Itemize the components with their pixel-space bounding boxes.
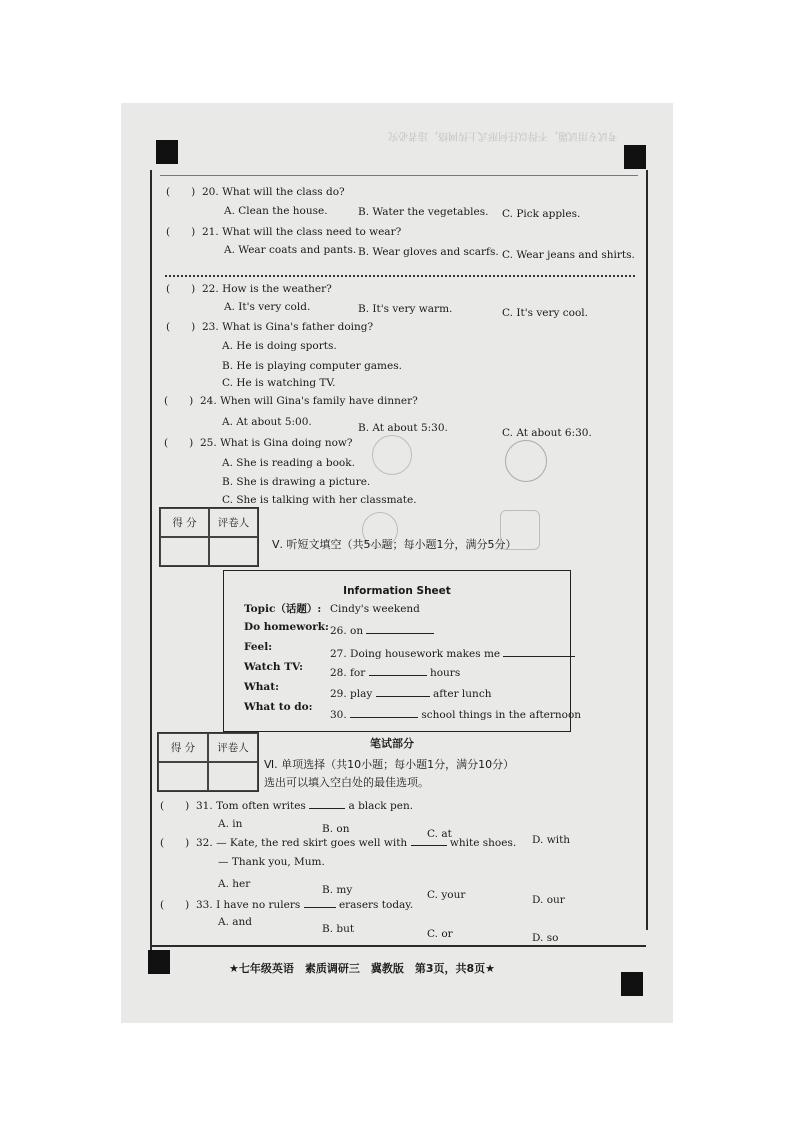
row-label: What to do: (244, 701, 313, 713)
row-value: 28. for hours (330, 667, 461, 679)
question-31: ( ) 31. Tom often writes a black pen. (160, 800, 414, 812)
score-cell[interactable] (158, 762, 208, 791)
option[interactable]: A. It's very cold. (224, 301, 311, 313)
info-sheet-title: Information Sheet (343, 585, 451, 597)
answer-blank-30[interactable] (350, 707, 418, 718)
option[interactable]: B. Wear gloves and scarfs. (358, 246, 499, 258)
row-label: Topic（话题）: (244, 603, 322, 615)
grader-label: 评卷人 (208, 733, 258, 762)
information-sheet (223, 570, 582, 732)
question-23: ( ) 23. What is Gina's father doing? (166, 321, 374, 333)
frame-line (646, 170, 648, 930)
soccer-ball-image (505, 440, 547, 482)
row-value: 29. play after lunch (330, 688, 492, 700)
option[interactable]: A. At about 5:00. (222, 416, 312, 428)
question-24: ( ) 24. When will Gina's family have dinner? (164, 395, 418, 407)
option[interactable]: B. on (322, 823, 350, 835)
option[interactable]: C. at (427, 828, 452, 840)
row-label: What: (244, 681, 279, 693)
option[interactable]: C. He is watching TV. (222, 377, 336, 389)
row-value: 30. school things in the afternoon (330, 709, 582, 721)
answer-blank[interactable] (309, 798, 345, 809)
option[interactable]: A. and (218, 916, 253, 928)
basketball-image (372, 435, 412, 475)
row-label: Watch TV: (244, 661, 303, 673)
registration-marker (156, 140, 178, 164)
option[interactable]: B. He is playing computer games. (222, 360, 402, 372)
option[interactable]: A. Clean the house. (224, 205, 328, 217)
section-v-title: Ⅴ. 听短文填空（共5小题；每小题1分，满分5分） (272, 538, 517, 551)
option[interactable]: A. Wear coats and pants. (224, 244, 357, 256)
answer-blank[interactable] (411, 835, 447, 846)
answer-blank[interactable] (304, 897, 336, 908)
section-vi-title: Ⅵ. 单项选择（共10小题；每小题1分，满分10分） (264, 758, 515, 771)
question-32-reply: — Thank you, Mum. (218, 856, 325, 868)
grader-label: 评卷人 (209, 508, 258, 537)
row-value: Cindy's weekend (330, 603, 420, 615)
option[interactable]: B. It's very warm. (358, 303, 453, 315)
question-25: ( ) 25. What is Gina doing now? (164, 437, 353, 449)
score-label: 得 分 (160, 508, 209, 537)
question-20: ( ) 20. What will the class do? (166, 186, 345, 198)
row-value: 27. Doing housework makes me (330, 646, 575, 660)
answer-blank-28[interactable] (369, 665, 427, 676)
option[interactable]: D. with (532, 834, 571, 846)
answer-blank-27[interactable] (503, 646, 575, 657)
option[interactable]: B. At about 5:30. (358, 422, 448, 434)
header-mirror: 考试专用试题，不得以任何形式上传网络，违者必究 (388, 130, 618, 141)
option[interactable]: A. her (218, 878, 251, 890)
row-label: Do homework: (244, 621, 329, 633)
dotted-divider (165, 275, 635, 277)
score-cell[interactable] (160, 537, 209, 566)
option[interactable]: C. It's very cool. (502, 307, 588, 319)
registration-marker (624, 145, 646, 169)
option[interactable]: D. our (532, 894, 565, 906)
answer-blank-26[interactable] (366, 623, 434, 634)
option[interactable]: D. so (532, 932, 559, 944)
page-footer: ★七年级英语 素质调研三 冀教版 第3页，共8页★ (228, 962, 496, 975)
option[interactable]: B. my (322, 884, 353, 896)
written-part-heading: 笔试部分 (370, 737, 414, 750)
option[interactable]: C. She is talking with her classmate. (222, 494, 417, 506)
option[interactable]: A. in (218, 818, 243, 830)
question-33: ( ) 33. I have no rulers erasers today. (160, 899, 414, 911)
option[interactable]: A. He is doing sports. (222, 340, 337, 352)
question-22: ( ) 22. How is the weather? (166, 283, 332, 295)
score-label: 得 分 (158, 733, 208, 762)
row-value: 26. on (330, 623, 434, 637)
option[interactable]: C. Pick apples. (502, 208, 581, 220)
grader-cell[interactable] (208, 762, 258, 791)
option[interactable]: C. or (427, 928, 453, 940)
score-box (159, 507, 259, 567)
frame-line (150, 945, 646, 947)
answer-blank-29[interactable] (376, 686, 430, 697)
option[interactable]: C. At about 6:30. (502, 427, 592, 439)
section-vi-instruction: 选出可以填入空白处的最佳选项。 (264, 776, 429, 789)
question-21: ( ) 21. What will the class need to wear? (166, 226, 402, 238)
option[interactable]: B. Water the vegetables. (358, 206, 489, 218)
option[interactable]: B. She is drawing a picture. (222, 476, 371, 488)
option[interactable]: C. your (427, 889, 466, 901)
row-label: Feel: (244, 641, 273, 653)
frame-line (150, 170, 152, 950)
frame-line (160, 175, 638, 176)
grader-cell[interactable] (209, 537, 258, 566)
option[interactable]: A. She is reading a book. (222, 457, 355, 469)
score-box (157, 732, 259, 792)
question-32: ( ) 32. — Kate, the red skirt goes well with white shoes. (160, 837, 517, 849)
option[interactable]: B. but (322, 923, 355, 935)
option[interactable]: C. Wear jeans and shirts. (502, 249, 635, 261)
